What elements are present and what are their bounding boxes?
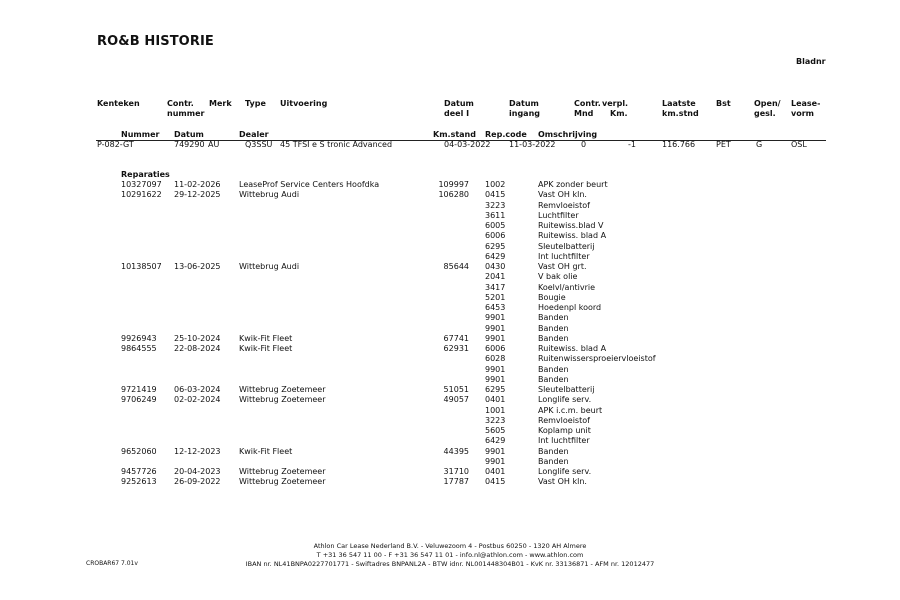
repair-omschrijving: Luchtfilter: [538, 210, 579, 220]
vehicle-datum-ingang: 11-03-2022: [509, 140, 556, 149]
repair-datum: 25-10-2024: [174, 333, 221, 343]
repair-omschrijving: Banden: [538, 364, 569, 374]
header-verpl: verpl.: [602, 99, 629, 108]
subheader-omschrijving: Omschrijving: [538, 130, 598, 139]
repair-km: 85644: [443, 262, 469, 271]
footer-form-code: CROBAR67 7.01v: [86, 560, 138, 567]
vehicle-uitvoering: 45 TFSI e S tronic Advanced: [280, 140, 393, 149]
repair-datum: 11-02-2026: [174, 180, 221, 189]
header-open: Open/: [754, 99, 781, 108]
repair-nummer: 9252613: [121, 477, 157, 487]
repair-nummer: 10291622: [121, 190, 162, 200]
repair-omschrijving: APK i.c.m. beurt: [538, 405, 603, 415]
repair-omschrijving: Koplamp unit: [538, 426, 591, 435]
header-deel-i: deel I: [444, 109, 470, 118]
repair-omschrijving: Sleutelbatterij: [538, 241, 595, 251]
repair-code: 9901: [485, 323, 506, 333]
repair-omschrijving: Ruitewiss. blad A: [538, 344, 607, 353]
repair-dealer: Kwik-Fit Fleet: [239, 333, 293, 343]
header-bst: Bst: [716, 99, 731, 108]
repair-omschrijving: Koelvl/antivrie: [538, 282, 596, 292]
repair-code: 3223: [485, 415, 506, 425]
repair-km: 31710: [443, 467, 469, 476]
repair-omschrijving: V bak olie: [538, 272, 578, 282]
header-laatste: Laatste: [662, 99, 696, 108]
repair-code: 9901: [485, 374, 506, 384]
header-km-stnd: km.stnd: [662, 109, 699, 118]
repair-omschrijving: Ruitewiss.blad V: [538, 221, 604, 230]
header-contr-mnd: Contr.: [574, 99, 601, 108]
repair-code: 9901: [485, 446, 506, 456]
repair-nummer: 9706249: [121, 395, 157, 405]
repair-omschrijving: Remvloeistof: [538, 200, 590, 210]
repair-code: 3611: [485, 210, 506, 220]
repair-code: 9901: [485, 456, 506, 466]
vehicle-datum-deel1: 04-03-2022: [444, 140, 491, 149]
repair-datum: 02-02-2024: [174, 395, 221, 405]
vehicle-type: Q3SSU: [245, 140, 273, 149]
repair-omschrijving: Vast OH kln.: [538, 477, 587, 487]
vehicle-merk: AU: [208, 140, 220, 149]
repair-km: 49057: [443, 395, 469, 405]
repair-km: 62931: [443, 344, 469, 353]
repair-nummer: 9652060: [121, 446, 157, 456]
repair-omschrijving: Banden: [538, 446, 569, 456]
repair-km: 106280: [438, 190, 469, 200]
repair-code: 0401: [485, 395, 506, 405]
vehicle-verpl-km: -1: [628, 140, 636, 149]
header-type: Type: [245, 99, 266, 108]
repair-code: 5201: [485, 292, 506, 302]
repair-code: 1002: [485, 180, 506, 189]
repair-nummer: 10138507: [121, 262, 162, 271]
repair-km: 44395: [443, 446, 469, 456]
repair-nummer: 9457726: [121, 467, 157, 476]
repair-code: 6295: [485, 241, 506, 251]
repair-code: 9901: [485, 333, 506, 343]
repair-omschrijving: Longlife serv.: [538, 395, 592, 405]
repair-omschrijving: Hoedenpl koord: [538, 303, 602, 312]
repair-datum: 20-04-2023: [174, 467, 221, 476]
repair-omschrijving: Banden: [538, 456, 569, 466]
repair-omschrijving: Banden: [538, 333, 569, 343]
footer-address: Athlon Car Lease Nederland B.V. - Veluwezoom 4 - Postbus 60250 - 1320 AH Almere: [313, 542, 587, 550]
header-kenteken: Kenteken: [97, 99, 140, 108]
repair-datum: 29-12-2025: [174, 190, 221, 200]
repair-dealer: Wittebrug Zoetemeer: [239, 477, 326, 487]
vehicle-open-gesl: G: [756, 140, 763, 149]
page-title: RO&B HISTORIE: [97, 34, 214, 49]
subheader-datum: Datum: [174, 130, 204, 139]
vehicle-lease-vorm: OSL: [791, 140, 807, 149]
vehicle-contr-mnd: 0: [581, 140, 587, 149]
repair-code: 9901: [485, 364, 506, 374]
header-uitvoering: Uitvoering: [280, 99, 328, 108]
footer-contact: T +31 36 547 11 00 - F +31 36 547 11 01 - info.nl@athlon.com - www.athlon.com: [316, 551, 584, 559]
repair-omschrijving: Ruitenwissersproeiervloeistof: [538, 354, 656, 364]
subheader-rep-code: Rep.code: [485, 130, 527, 139]
repair-code: 6005: [485, 221, 506, 230]
repair-dealer: LeaseProf Service Centers Hoofdka: [239, 180, 380, 189]
header-merk: Merk: [209, 99, 232, 108]
repair-km: 17787: [443, 477, 469, 487]
header-gesl: gesl.: [754, 109, 776, 118]
repair-code: 0430: [485, 262, 506, 271]
repair-nummer: 10327097: [121, 180, 162, 189]
vehicle-laatste-km: 116.766: [662, 140, 696, 149]
section-title-reparaties: Reparaties: [121, 170, 170, 179]
footer-registration: IBAN nr. NL41BNPA0227701771 - Swiftadres BNPANL2A - BTW idnr. NL001448304B01 - KvK nr. 33136871 - AFM nr. 12012477: [245, 560, 655, 568]
repair-code: 6429: [485, 436, 506, 446]
repair-omschrijving: Banden: [538, 374, 569, 384]
repair-code: 6028: [485, 354, 506, 364]
repair-km: 109997: [438, 180, 469, 189]
repair-omschrijving: Ruitewiss. blad A: [538, 231, 607, 241]
repair-omschrijving: Vast OH grt.: [538, 262, 587, 271]
repair-nummer: 9926943: [121, 333, 157, 343]
repair-dealer: Kwik-Fit Fleet: [239, 344, 293, 353]
repair-code: 6453: [485, 303, 506, 312]
header-ingang: ingang: [509, 109, 540, 118]
repair-nummer: 9864555: [121, 344, 157, 353]
repair-dealer: Wittebrug Zoetemeer: [239, 467, 326, 476]
repair-code: 0415: [485, 477, 506, 487]
bladnr-label: Bladnr: [796, 57, 826, 66]
vehicle-contract: 749290: [174, 140, 205, 149]
vehicle-kenteken: P-082-GT: [97, 140, 134, 149]
repair-code: 0415: [485, 190, 506, 200]
repair-dealer: Wittebrug Zoetemeer: [239, 385, 326, 394]
repair-code: 6429: [485, 251, 506, 261]
repair-omschrijving: APK zonder beurt: [538, 180, 608, 189]
repair-dealer: Wittebrug Audi: [239, 190, 300, 200]
repair-omschrijving: Banden: [538, 323, 569, 333]
repair-dealer: Wittebrug Audi: [239, 262, 300, 271]
repair-omschrijving: Longlife serv.: [538, 467, 592, 476]
repair-datum: 13-06-2025: [174, 262, 221, 271]
repair-code: 3417: [485, 282, 506, 292]
repair-code: 6006: [485, 231, 506, 241]
subheader-dealer: Dealer: [239, 130, 269, 139]
repair-km: 51051: [443, 385, 469, 394]
repair-omschrijving: Vast OH kln.: [538, 190, 587, 200]
header-vorm: vorm: [791, 109, 814, 118]
repair-datum: 06-03-2024: [174, 385, 221, 394]
repair-datum: 12-12-2023: [174, 446, 221, 456]
repair-omschrijving: Bougie: [538, 292, 566, 302]
repair-code: 9901: [485, 313, 506, 323]
header-km: Km.: [610, 109, 628, 118]
repair-omschrijving: Remvloeistof: [538, 415, 590, 425]
repair-nummer: 9721419: [121, 385, 157, 394]
subheader-km-stand: Km.stand: [433, 130, 476, 139]
header-datum-deel: Datum: [444, 99, 474, 108]
repair-km: 67741: [443, 333, 469, 343]
repair-datum: 22-08-2024: [174, 344, 221, 353]
repair-omschrijving: Banden: [538, 313, 569, 323]
repair-dealer: Wittebrug Zoetemeer: [239, 395, 326, 405]
repair-dealer: Kwik-Fit Fleet: [239, 446, 293, 456]
repair-code: 3223: [485, 200, 506, 210]
repair-omschrijving: Sleutelbatterij: [538, 385, 595, 394]
vehicle-bst: PET: [716, 140, 731, 149]
header-contr: Contr.: [167, 99, 194, 108]
repair-code: 2041: [485, 272, 506, 282]
repair-code: 0401: [485, 467, 506, 476]
header-lease: Lease-: [791, 99, 821, 108]
repair-datum: 26-09-2022: [174, 477, 221, 487]
repair-omschrijving: Int luchtfilter: [538, 436, 590, 446]
repair-code: 6006: [485, 344, 506, 353]
repair-code: 1001: [485, 405, 506, 415]
repair-code: 6295: [485, 385, 506, 394]
header-nummer: nummer: [167, 109, 205, 118]
header-mnd: Mnd: [574, 109, 594, 118]
repair-code: 5605: [485, 426, 506, 435]
subheader-nummer: Nummer: [121, 130, 160, 139]
header-datum-ingang: Datum: [509, 99, 539, 108]
repair-omschrijving: Int luchtfilter: [538, 251, 590, 261]
